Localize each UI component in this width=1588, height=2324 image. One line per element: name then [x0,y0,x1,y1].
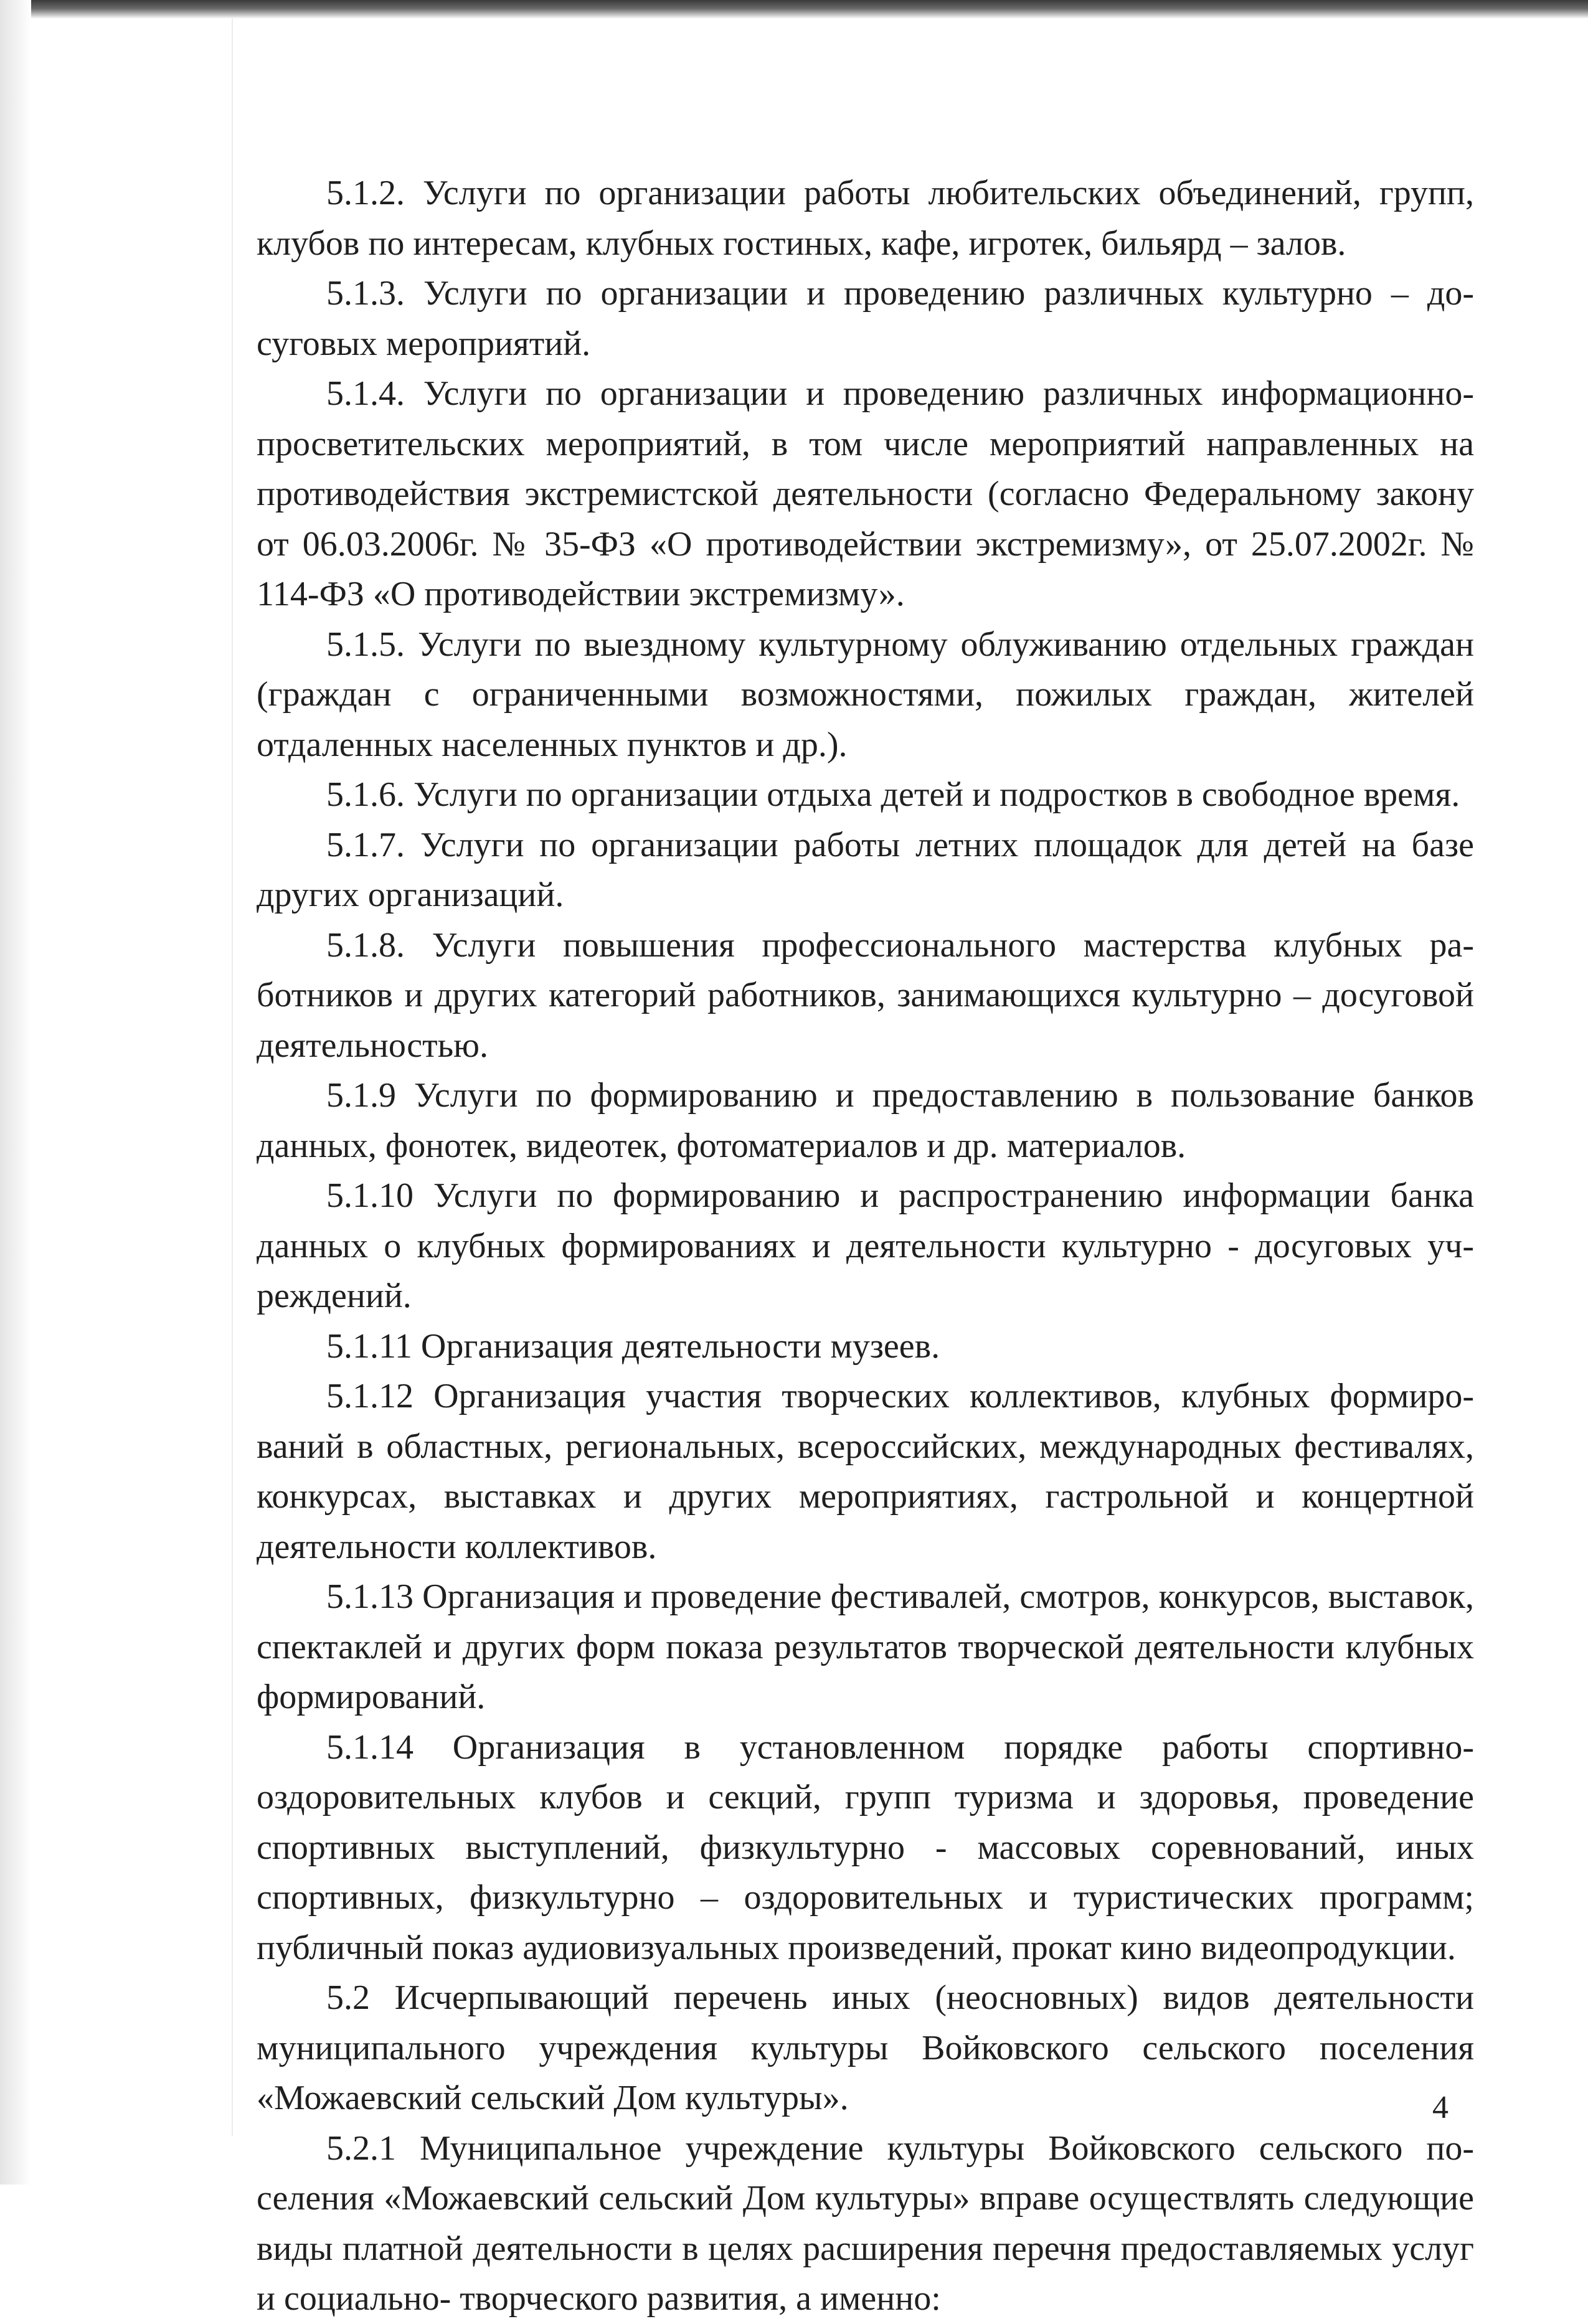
paragraph-5-1-14: 5.1.14 Организация в установленном порядке работы спортивно-оздоровительных клубов и секций, групп туризма и здоровья, проведение спортивных выступлений, физкультурно - массовых соревнований, иных спортивных, физкультурно – оздоровительных и туристических программ; публичный показ аудиовизуальных произведений, прокат кино видеопродукции. [257,1727,1474,1967]
page-fold-line [232,19,233,2136]
paragraph-5-2: 5.2 Исчерпывающий перечень иных (неосновных) видов деятельности муниципального учреждения культуры Войковского сельского поселения «Можаевский сельский Дом культуры». [257,1978,1474,2117]
paragraph-5-1-8: 5.1.8. Услуги повышения профессионального мастерства клубных работников и других категорий работников, занимающихся культурно – досуговой деятельностью. [257,925,1474,1065]
page-number: 4 [1432,2090,1449,2125]
paragraph-5-1-5: 5.1.5. Услуги по выездному культурному облуживанию отдельных граждан (граждан с ограниченными возможностями, пожилых граждан, жителей отдаленных населенных пунктов и др.). [257,625,1474,764]
document-body [257,168,1474,2324]
paragraph-5-1-6: 5.1.6. Услуги по организации отдыха детей и подростков в свободное время. [326,775,1460,814]
paragraph-5-1-13: 5.1.13 Организация и проведение фестивалей, смотров, конкурсов, выставок, спектаклей и других форм показа результатов творческой деятельности клубных формирований. [257,1577,1474,1716]
paragraph-5-1-2: 5.1.2. Услуги по организации работы любительских объединений, групп, клубов по интересам, клубных гостиных, кафе, игротек, бильярд – залов. [257,174,1474,263]
paragraph-5-1-11: 5.1.11 Организация деятельности музеев. [326,1326,940,1366]
paragraph-5-1-9: 5.1.9 Услуги по формированию и предоставлению в пользование банков данных, фонотек, видеотек, фотоматериалов и др. материалов. [257,1076,1474,1165]
paragraph-5-1-12: 5.1.12 Организация участия творческих коллективов, клубных формирований в областных, региональных, всероссийских, международных фестивалях, конкурсах, выставках и других мероприятиях, гастрольной и концертной деятельности коллективов. [257,1377,1474,1566]
paragraph-5-1-10: 5.1.10 Услуги по формированию и распространению информации банка данных о клубных формированиях и деятельности культурно - досуговых учреждений. [257,1176,1474,1315]
paragraph-5-1-3: 5.1.3. Услуги по организации и проведению различных культурно – досуговых мероприятий. [257,274,1474,363]
paragraph-5-2-1: 5.2.1 Муниципальное учреждение культуры Войковского сельского поселения «Можаевский сельский Дом культуры» вправе осуществлять следующие виды платной деятельности в целях расширения перечня предоставляемых услуг и социально- творческого развития, а именно: [257,2128,1474,2318]
scan-edge-left [0,0,31,2185]
scan-edge-top [0,0,1588,19]
paragraph-5-1-7: 5.1.7. Услуги по организации работы летних площадок для детей на базе других организаций. [257,825,1474,914]
paragraph-5-1-4: 5.1.4. Услуги по организации и проведению различных информационно-просветительских мероприятий, в том числе мероприятий направленных на противодействия экстремистской деятельности (согласно Федеральному закону от 06.03.2006г. № 35-ФЗ «О противодействии экстремизму», от 25.07.2002г. № 114-ФЗ «О противодействии экстремизму». [257,374,1474,613]
